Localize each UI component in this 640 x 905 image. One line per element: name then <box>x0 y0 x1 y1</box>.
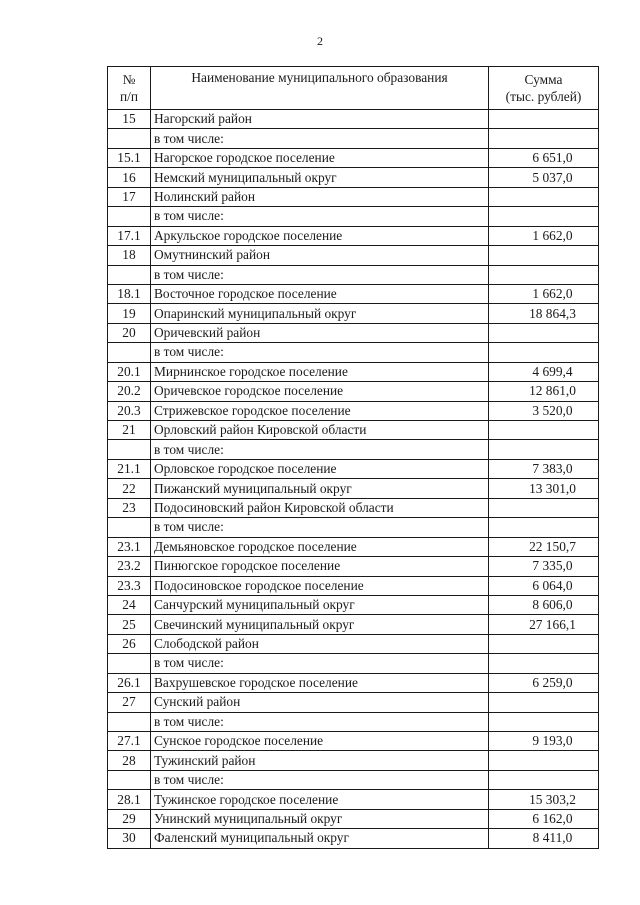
table-row <box>108 323 599 342</box>
table-row <box>108 440 599 459</box>
municipality-name-cell: в том числе: <box>151 712 489 731</box>
row-number-cell: 23.2 <box>108 557 151 576</box>
table-row <box>108 168 599 187</box>
table-row <box>108 265 599 284</box>
header-number <box>108 67 151 110</box>
table-row <box>108 343 599 362</box>
header-name: Наименование муниципального образования <box>151 67 489 110</box>
amount-cell <box>489 440 599 459</box>
header-sum-title: Сумма <box>524 72 563 87</box>
municipality-name-cell: Стрижевское городское поселение <box>151 401 489 420</box>
row-number-cell: 17 <box>108 187 151 206</box>
table-row <box>108 459 599 478</box>
table-row <box>108 382 599 401</box>
row-number-cell: 21 <box>108 421 151 440</box>
municipality-name-cell: Тужинский район <box>151 751 489 770</box>
amount-cell <box>489 187 599 206</box>
row-number-cell: 15 <box>108 110 151 129</box>
table-row <box>108 809 599 828</box>
municipality-name-cell: Опаринский муниципальный округ <box>151 304 489 323</box>
municipality-name-cell: Пижанский муниципальный округ <box>151 479 489 498</box>
table-row <box>108 751 599 770</box>
row-number-cell: 15.1 <box>108 148 151 167</box>
municipality-name-cell: Восточное городское поселение <box>151 284 489 303</box>
table-row <box>108 634 599 653</box>
row-number-cell <box>108 440 151 459</box>
table-row <box>108 362 599 381</box>
amount-cell <box>489 129 599 148</box>
table-row <box>108 226 599 245</box>
amount-cell <box>489 693 599 712</box>
table-body <box>108 110 599 849</box>
municipality-name-cell: в том числе: <box>151 654 489 673</box>
municipality-name-cell: в том числе: <box>151 770 489 789</box>
table-row <box>108 537 599 556</box>
row-number-cell: 20.2 <box>108 382 151 401</box>
amount-cell: 6 259,0 <box>489 673 599 692</box>
table-row <box>108 518 599 537</box>
row-number-cell: 19 <box>108 304 151 323</box>
row-number-cell: 21.1 <box>108 459 151 478</box>
table-row <box>108 148 599 167</box>
table-row <box>108 284 599 303</box>
amount-cell: 1 662,0 <box>489 284 599 303</box>
amount-cell <box>489 421 599 440</box>
row-number-cell: 18.1 <box>108 284 151 303</box>
row-number-cell: 23.3 <box>108 576 151 595</box>
amount-cell: 15 303,2 <box>489 790 599 809</box>
table-row <box>108 421 599 440</box>
amount-cell <box>489 246 599 265</box>
table-row <box>108 129 599 148</box>
table-row <box>108 304 599 323</box>
row-number-cell: 23 <box>108 498 151 517</box>
amount-cell <box>489 265 599 284</box>
municipality-name-cell: Аркульское городское поселение <box>151 226 489 245</box>
table-row <box>108 498 599 517</box>
amount-cell: 1 662,0 <box>489 226 599 245</box>
row-number-cell: 25 <box>108 615 151 634</box>
municipality-name-cell: Мирнинское городское поселение <box>151 362 489 381</box>
table-row <box>108 790 599 809</box>
table-row <box>108 246 599 265</box>
municipality-name-cell: Немский муниципальный округ <box>151 168 489 187</box>
municipality-name-cell: Фаленский муниципальный округ <box>151 829 489 848</box>
amount-cell <box>489 634 599 653</box>
amount-cell <box>489 207 599 226</box>
municipality-name-cell: Демьяновское городское поселение <box>151 537 489 556</box>
municipality-name-cell: Сунский район <box>151 693 489 712</box>
row-number-cell <box>108 518 151 537</box>
header-sum <box>489 67 599 110</box>
amount-cell <box>489 498 599 517</box>
row-number-cell <box>108 207 151 226</box>
municipality-name-cell: Санчурский муниципальный округ <box>151 595 489 614</box>
row-number-cell: 27 <box>108 693 151 712</box>
amount-cell <box>489 654 599 673</box>
amount-cell: 8 411,0 <box>489 829 599 848</box>
municipality-name-cell: Свечинский муниципальный округ <box>151 615 489 634</box>
table-row <box>108 693 599 712</box>
row-number-cell: 26 <box>108 634 151 653</box>
table-row <box>108 595 599 614</box>
municipality-name-cell: в том числе: <box>151 440 489 459</box>
table-row <box>108 557 599 576</box>
municipality-name-cell: в том числе: <box>151 343 489 362</box>
amount-cell <box>489 751 599 770</box>
header-row <box>108 67 599 110</box>
table-row <box>108 615 599 634</box>
amount-cell <box>489 518 599 537</box>
table-row <box>108 829 599 848</box>
row-number-cell: 30 <box>108 829 151 848</box>
row-number-cell: 20.1 <box>108 362 151 381</box>
table-header <box>108 67 599 110</box>
amount-cell: 4 699,4 <box>489 362 599 381</box>
municipality-name-cell: Унинский муниципальный округ <box>151 809 489 828</box>
row-number-cell: 20 <box>108 323 151 342</box>
municipality-name-cell: Слободской район <box>151 634 489 653</box>
table-row <box>108 576 599 595</box>
table-row <box>108 732 599 751</box>
table-row <box>108 110 599 129</box>
row-number-cell <box>108 712 151 731</box>
amount-cell: 8 606,0 <box>489 595 599 614</box>
amount-cell: 7 383,0 <box>489 459 599 478</box>
row-number-cell <box>108 129 151 148</box>
municipality-name-cell: Тужинское городское поселение <box>151 790 489 809</box>
amount-cell: 9 193,0 <box>489 732 599 751</box>
table-row <box>108 654 599 673</box>
amount-cell <box>489 323 599 342</box>
municipality-name-cell: Оричевское городское поселение <box>151 382 489 401</box>
municipality-name-cell: Пинюгское городское поселение <box>151 557 489 576</box>
amount-cell: 7 335,0 <box>489 557 599 576</box>
amount-cell: 13 301,0 <box>489 479 599 498</box>
row-number-cell: 24 <box>108 595 151 614</box>
row-number-cell: 17.1 <box>108 226 151 245</box>
row-number-cell: 23.1 <box>108 537 151 556</box>
municipality-name-cell: Сунское городское поселение <box>151 732 489 751</box>
row-number-cell <box>108 343 151 362</box>
row-number-cell <box>108 770 151 789</box>
row-number-cell: 26.1 <box>108 673 151 692</box>
header-number-abbr: п/п <box>119 89 139 104</box>
row-number-cell: 16 <box>108 168 151 187</box>
municipality-name-cell: Орловский район Кировской области <box>151 421 489 440</box>
row-number-cell <box>108 265 151 284</box>
row-number-cell: 22 <box>108 479 151 498</box>
amount-cell: 18 864,3 <box>489 304 599 323</box>
amount-cell: 27 166,1 <box>489 615 599 634</box>
header-sum-unit: (тыс. рублей) <box>505 89 582 104</box>
municipality-name-cell: в том числе: <box>151 265 489 284</box>
municipality-name-cell: Оричевский район <box>151 323 489 342</box>
row-number-cell: 27.1 <box>108 732 151 751</box>
budget-table <box>107 66 599 849</box>
municipality-name-cell: Орловское городское поселение <box>151 459 489 478</box>
municipality-name-cell: Вахрушевское городское поселение <box>151 673 489 692</box>
amount-cell: 5 037,0 <box>489 168 599 187</box>
amount-cell: 6 064,0 <box>489 576 599 595</box>
municipality-name-cell: Подосиновское городское поселение <box>151 576 489 595</box>
amount-cell <box>489 343 599 362</box>
table-row <box>108 673 599 692</box>
row-number-cell: 20.3 <box>108 401 151 420</box>
row-number-cell <box>108 654 151 673</box>
amount-cell: 6 162,0 <box>489 809 599 828</box>
page-number: 2 <box>317 34 323 48</box>
table-row <box>108 479 599 498</box>
municipality-name-cell: Подосиновский район Кировской области <box>151 498 489 517</box>
amount-cell: 3 520,0 <box>489 401 599 420</box>
table-row <box>108 207 599 226</box>
header-number-symbol: № <box>122 72 136 87</box>
municipality-name-cell: в том числе: <box>151 129 489 148</box>
amount-cell <box>489 712 599 731</box>
municipality-name-cell: Нолинский район <box>151 187 489 206</box>
row-number-cell: 18 <box>108 246 151 265</box>
amount-cell: 22 150,7 <box>489 537 599 556</box>
row-number-cell: 29 <box>108 809 151 828</box>
amount-cell <box>489 110 599 129</box>
table-row <box>108 770 599 789</box>
municipality-name-cell: Омутнинский район <box>151 246 489 265</box>
municipality-name-cell: Нагорское городское поселение <box>151 148 489 167</box>
amount-cell: 12 861,0 <box>489 382 599 401</box>
row-number-cell: 28 <box>108 751 151 770</box>
municipality-name-cell: в том числе: <box>151 518 489 537</box>
table-row <box>108 187 599 206</box>
table-row <box>108 401 599 420</box>
municipality-name-cell: в том числе: <box>151 207 489 226</box>
row-number-cell: 28.1 <box>108 790 151 809</box>
amount-cell <box>489 770 599 789</box>
table-row <box>108 712 599 731</box>
amount-cell: 6 651,0 <box>489 148 599 167</box>
municipality-name-cell: Нагорский район <box>151 110 489 129</box>
